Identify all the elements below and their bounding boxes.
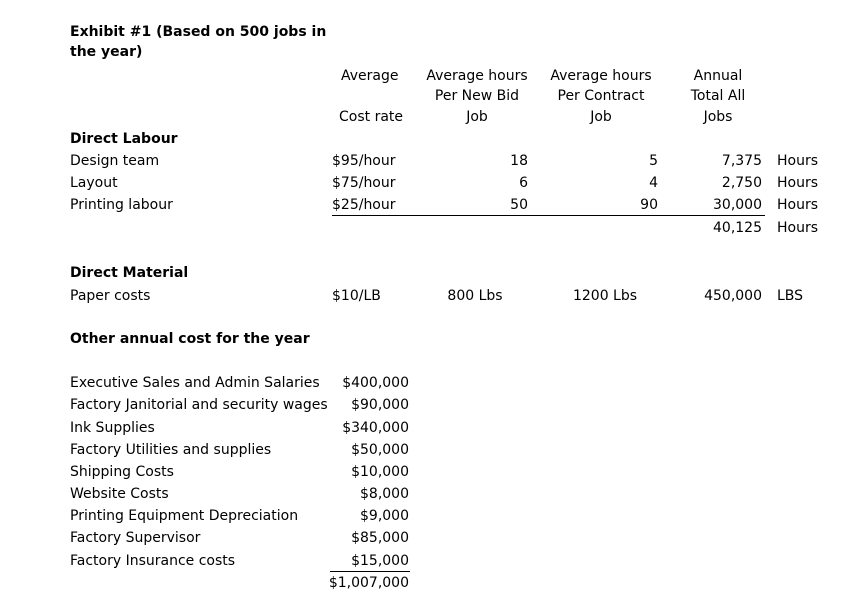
other-cost-amount: $400,000 [342,375,409,391]
other-cost-amount: $90,000 [351,397,409,413]
other-cost-amount: $340,000 [342,420,409,436]
other-cost-name: Ink Supplies [70,420,155,436]
header-contract-line-1: Average hours [550,68,652,84]
labour-row-new-bid: 18 [510,153,528,169]
other-cost-amount: $10,000 [351,464,409,480]
exhibit-title-line-2: the year) [70,44,143,60]
other-cost-name: Executive Sales and Admin Salaries [70,375,320,391]
other-cost-name: Factory Utilities and supplies [70,442,272,458]
labour-total-unit: Hours [777,220,819,236]
labour-row-annual: 30,000 [713,197,762,213]
material-contract: 1200 Lbs [572,288,638,304]
labour-total: 40,125 [713,220,762,236]
labour-row-contract: 4 [649,175,658,191]
other-cost-amount: $85,000 [351,530,409,546]
other-cost-amount: $8,000 [360,486,409,502]
labour-row-rate: $75/hour [332,175,396,191]
header-new-bid-line-3: Job [466,109,488,125]
other-cost-name: Factory Insurance costs [70,553,236,569]
header-new-bid-line-2: Per New Bid [434,88,520,104]
labour-row-annual: 2,750 [721,175,762,191]
labour-row-unit: Hours [777,175,819,191]
labour-row-new-bid: 6 [519,175,528,191]
other-cost-name: Factory Janitorial and security wages [70,397,328,413]
direct-material-heading: Direct Material [70,265,189,281]
material-name: Paper costs [70,288,151,304]
labour-row-name: Design team [70,153,160,169]
header-contract-line-3: Job [590,109,612,125]
material-new-bid: 800 Lbs [447,288,503,304]
other-cost-amount: $15,000 [351,553,409,569]
other-costs-total-rule [330,571,410,572]
header-annual-line-3: Jobs [703,109,733,125]
labour-row-unit: Hours [777,153,819,169]
other-costs-total: $1,007,000 [328,575,409,591]
header-annual-line-1: Annual [693,68,743,84]
labour-row-unit: Hours [777,197,819,213]
other-cost-name: Factory Supervisor [70,530,201,546]
labour-row-contract: 90 [640,197,658,213]
other-costs-heading: Other annual cost for the year [70,331,310,347]
other-cost-name: Printing Equipment Depreciation [70,508,299,524]
labour-row-rate: $95/hour [332,153,396,169]
other-cost-name: Website Costs [70,486,169,502]
material-annual: 450,000 [704,288,762,304]
labour-row-name: Layout [70,175,118,191]
other-cost-name: Shipping Costs [70,464,174,480]
labour-row-annual: 7,375 [721,153,762,169]
labour-row-rate: $25/hour [332,197,396,213]
header-annual-line-2: Total All [690,88,746,104]
direct-labour-heading: Direct Labour [70,131,178,147]
header-contract-line-2: Per Contract [557,88,645,104]
header-average: Average [341,68,399,84]
header-new-bid-line-1: Average hours [426,68,528,84]
labour-total-rule [332,215,765,216]
labour-row-name: Printing labour [70,197,173,213]
labour-row-new-bid: 50 [510,197,528,213]
header-cost-rate: Cost rate [339,109,404,125]
exhibit-title-line-1: Exhibit #1 (Based on 500 jobs in [70,24,327,40]
material-rate: $10/LB [332,288,381,304]
other-cost-amount: $9,000 [360,508,409,524]
material-unit: LBS [777,288,804,304]
other-cost-amount: $50,000 [351,442,409,458]
labour-row-contract: 5 [649,153,658,169]
